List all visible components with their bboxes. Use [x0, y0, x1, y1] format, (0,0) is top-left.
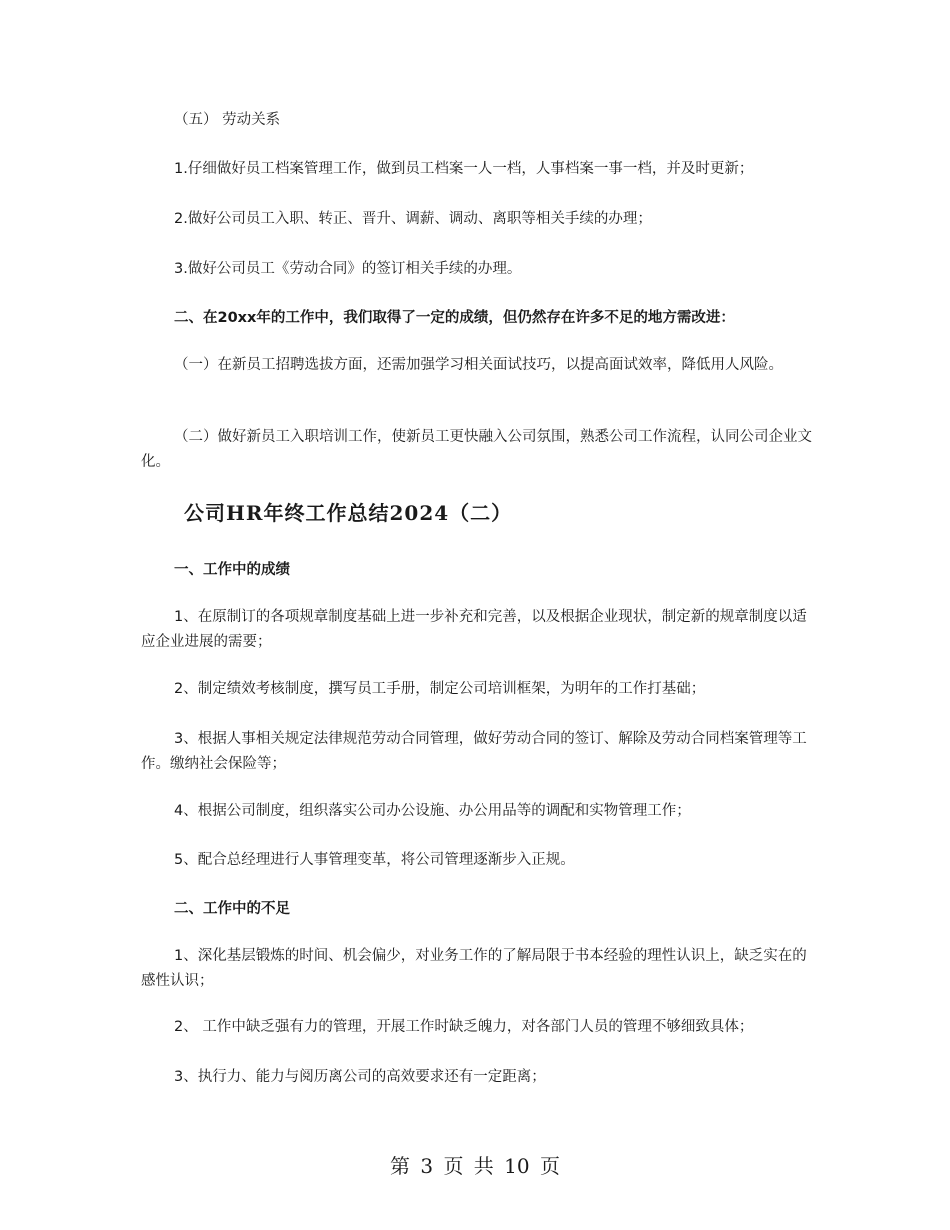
list-item: 5、配合总经理进行人事管理变革，将公司管理逐渐步入正规。	[174, 852, 575, 868]
list-item: 3、根据人事相关规定法律规范劳动合同管理，做好劳动合同的签订、解除及劳动合同档案管理等工作。缴纳社会保险等；	[141, 731, 807, 772]
list-item: 4、根据公司制度，组织落实公司办公设施、办公用品等的调配和实物管理工作；	[174, 803, 691, 819]
list-item: 3.做好公司员工《劳动合同》的签订相关手续的办理。	[174, 261, 522, 277]
page-footer: 第 3 页 共 10 页	[390, 1154, 560, 1178]
section-heading-achievements: 一、工作中的成绩	[174, 562, 290, 578]
list-item: 3、执行力、能力与阅历离公司的高效要求还有一定距离；	[174, 1069, 546, 1085]
list-item: 2、制定绩效考核制度，撰写员工手册，制定公司培训框架，为明年的工作打基础；	[174, 681, 706, 697]
section-heading-shortcomings: 二、工作中的不足	[174, 901, 290, 917]
list-item: 1、在原制订的各项规章制度基础上进一步补充和完善，以及根据企业现状，制定新的规章制度以适应企业进展的需要；	[141, 609, 807, 650]
list-item: 1.仔细做好员工档案管理工作，做到员工档案一人一档，人事档案一事一档，并及时更新；	[174, 161, 754, 177]
section-heading-improvements: 二、在20xx年的工作中，我们取得了一定的成绩，但仍然存在许多不足的地方需改进：	[174, 310, 735, 326]
list-item: 2、 工作中缺乏强有力的管理，开展工作时缺乏魄力，对各部门人员的管理不够细致具体；	[174, 1019, 754, 1035]
list-item: 2.做好公司员工入职、转正、晋升、调薪、调动、离职等相关手续的办理；	[174, 211, 652, 227]
section-heading-labor-relations: （五） 劳动关系	[174, 112, 281, 128]
list-item: （一）在新员工招聘选拔方面，还需加强学习相关面试技巧，以提高面试效率，降低用人风险。	[174, 357, 783, 373]
list-item: 1、深化基层锻炼的时间、机会偏少，对业务工作的了解局限于书本经验的理性认识上，缺乏实在的感性认识；	[141, 948, 807, 989]
list-item: （二）做好新员工入职培训工作，使新员工更快融入公司氛围，熟悉公司工作流程，认同公司企业文化。	[141, 429, 812, 470]
document-title: 公司HR年终工作总结2024（二）	[184, 501, 513, 525]
